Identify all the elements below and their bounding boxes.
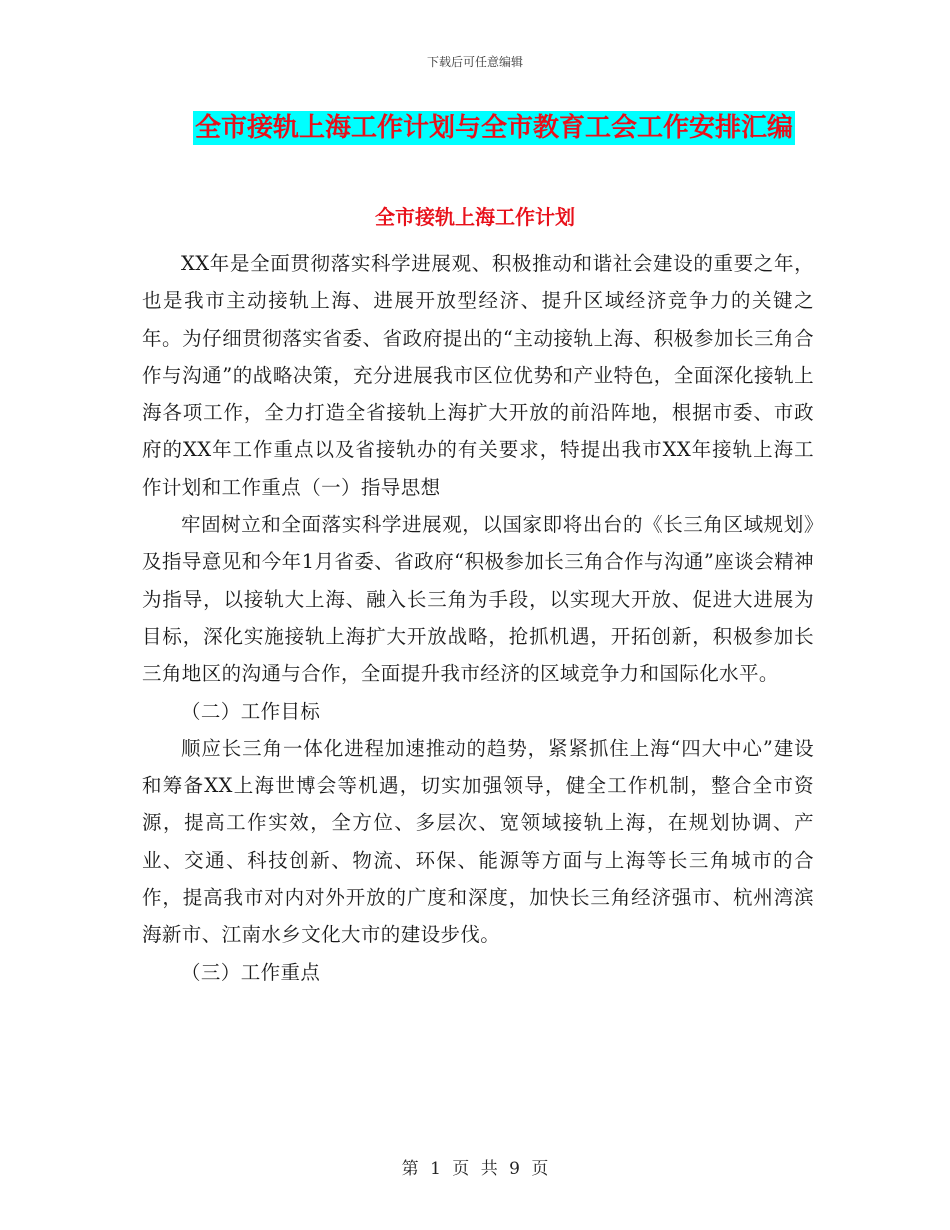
section-title: 全市接轨上海工作计划 (375, 205, 575, 229)
paragraph: 牢固树立和全面落实科学进展观，以国家即将出台的《长三角区域规划》及指导意见和今年1月省委、省政府“积极参加长三角合作与沟通”座谈会精神为指导，以接轨大上海、融入长三角为手段，以实现大开放、促进大进展为目标，深化实施接轨上海扩大开放战略，抢抓机遇，开拓创新，积极参加长三角地区的沟通与合作，全面提升我市经济的区域竞争力和国际化水平。 (142, 513, 814, 686)
body-text (142, 245, 814, 991)
paragraph-heading: （三）工作重点 (181, 960, 321, 984)
document-title: 全市接轨上海工作计划与全市教育工会工作安排汇编 (195, 113, 794, 143)
paragraph: XX年是全面贯彻落实科学进展观、积极推动和谐社会建设的重要之年，也是我市主动接轨上海、进展开放型经济、提升区域经济竞争力的关键之年。为仔细贯彻落实省委、省政府提出的“主动接轨上海、积极参加长三角合作与沟通”的战略决策，充分进展我市区位优势和产业特色，全面深化接轨上海各项工作，全力打造全省接轨上海扩大开放的前沿阵地，根据市委、市政府的XX年工作重点以及省接轨办的有关要求，特提出我市XX年接轨上海工作计划和工作重点（一）指导思想 (142, 252, 814, 499)
paragraph-heading: （二）工作目标 (181, 699, 321, 723)
page-footer: 第 1 页 共 9 页 (401, 1159, 549, 1179)
paragraph: 顺应长三角一体化进程加速推动的趋势，紧紧抓住上海“四大中心”建设和筹备XX上海世博会等机遇，切实加强领导，健全工作机制，整合全市资源，提高工作实效，全方位、多层次、宽领域接轨上海，在规划协调、产业、交通、科技创新、物流、环保、能源等方面与上海等长三角城市的合作，提高我市对内对外开放的广度和深度，加快长三角经济强市、杭州湾滨海新市、江南水乡文化大市的建设步伐。 (142, 736, 814, 947)
header-note: 下载后可任意编辑 (426, 55, 523, 69)
